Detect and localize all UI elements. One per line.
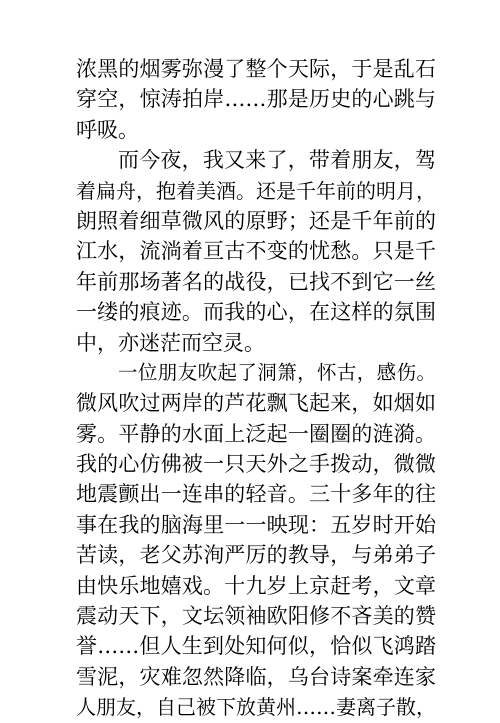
text-line: 地震颤出一连串的轻音。三十多年的往	[76, 482, 436, 507]
text-line: 年前那场著名的战役，已找不到它一丝	[76, 269, 436, 294]
text-line: 我的心仿佛被一只天外之手拨动，微微	[76, 452, 436, 477]
text-line: 震动天下，文坛领袖欧阳修不吝美的赞	[76, 604, 436, 629]
text-line: 穿空，惊涛拍岸……那是历史的心跳与	[76, 87, 436, 112]
text-line: 浓黑的烟雾弥漫了整个天际，于是乱石	[76, 57, 436, 81]
text-line: 誉……但人生到处知何似，恰似飞鸿踏	[76, 634, 436, 659]
text-line: 事在我的脑海里一一映现：五岁时开始	[76, 512, 436, 537]
text-line: 微风吹过两岸的芦花飘飞起来，如烟如	[76, 391, 436, 416]
text-line: 朗照着细草微风的原野；还是千年前的	[76, 208, 436, 233]
text-line: 而今夜，我又来了，带着朋友，驾	[118, 148, 436, 173]
text-line: 呼吸。	[76, 117, 139, 142]
text-line: 中，亦迷茫而空灵。	[76, 330, 265, 355]
text-line: 人朋友，自己被下放黄州……妻离子散，	[76, 695, 436, 720]
text-line: 江水，流淌着亘古不变的忧愁。只是千	[76, 239, 436, 264]
text-line: 雾。平静的水面上泛起一圈圈的涟漪。	[76, 421, 436, 446]
text-line: 苦读，老父苏洵严厉的教导，与弟弟子	[76, 543, 436, 568]
text-line: 一位朋友吹起了洞箫，怀古，感伤。	[118, 360, 436, 384]
text-line: 一缕的痕迹。而我的心，在这样的氛围	[76, 300, 436, 325]
text-line: 由快乐地嬉戏。十九岁上京赶考，文章	[76, 573, 436, 598]
text-line: 雪泥，灾难忽然降临，乌台诗案牵连家	[76, 664, 436, 689]
body-text	[76, 54, 436, 723]
text-line: 着扁舟，抱着美酒。还是千年前的明月，	[76, 178, 436, 203]
